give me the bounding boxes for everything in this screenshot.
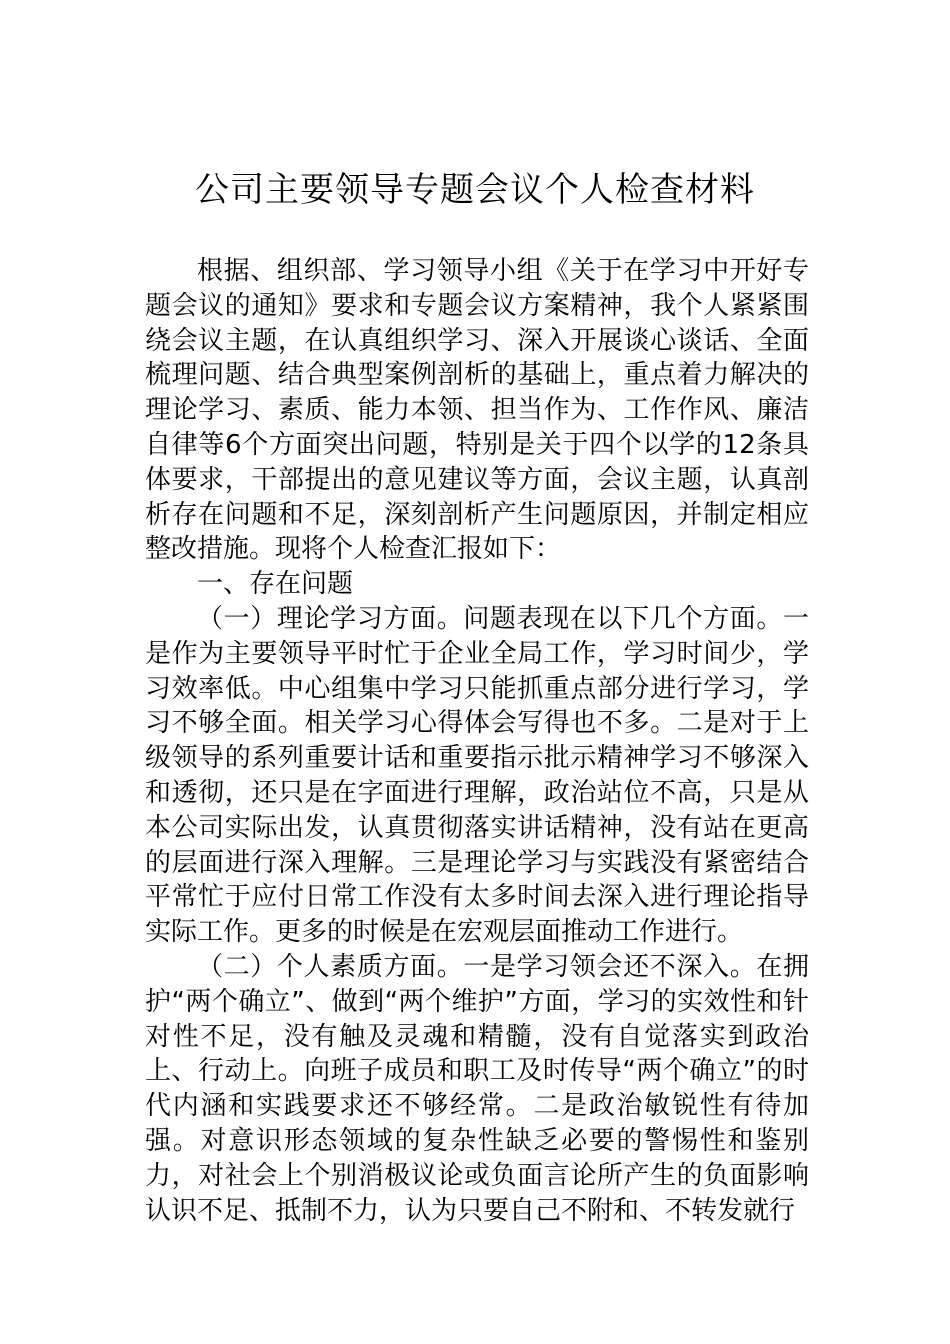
document-body xyxy=(145,254,809,1228)
theory-study-paragraph: （一）理论学习方面。问题表现在以下几个方面。一是作为主要领导平时忙于企业全局工作，学习时间少，学习效率低。中心组集中学习只能抓重点部分进行学习，学习不够全面。相关学习心得体会写得也不多。二是对于上级领导的系列重要计话和重要指示批示精神学习不够深入和透彻，还只是在字面进行理解，政治站位不高，只是从本公司实际出发，认真贯彻落实讲话精神，没有站在更高的层面进行深入理解。三是理论学习与实践没有紧密结合平常忙于应付日常工作没有太多时间去深入进行理论指导实际工作。更多的时候是在宏观层面推动工作进行。 xyxy=(145,603,809,948)
intro-paragraph: 根据、组织部、学习领导小组《关于在学习中开好专题会议的通知》要求和专题会议方案精神，我个人紧紧围绕会议主题，在认真组织学习、深入开展谈心谈话、全面梳理问题、结合典型案例剖析的基础上，重点着力解决的理论学习、素质、能力本领、担当作为、工作作风、廉洁自律等6个方面突出问题，特别是关于四个以学的12条具体要求，干部提出的意见建议等方面，会议主题，认真剖析存在问题和不足，深刻剖析产生问题原因，并制定相应整改措施。现将个人检查汇报如下： xyxy=(145,256,809,565)
section-heading-problems: 一、存在问题 xyxy=(197,569,354,600)
document-title: 公司主要领导专题会议个人检查材料 xyxy=(195,170,755,210)
personal-quality-paragraph: （二）个人素质方面。一是学习领会还不深入。在拥护“两个确立”、做到“两个维护”方面，学习的实效性和针对性不足，没有触及灵魂和精髓，没有自觉落实到政治上、行动上。向班子成员和职工及时传导“两个确立”的时代内涵和实践要求还不够经常。二是政治敏锐性有待加强。对意识形态领域的复杂性缺乏必要的警惕性和鉴别力，对社会上个别消极议论或负面言论所产生的负面影响认识不足、抵制不力，认为只要自己不附和、不转发就行 xyxy=(145,951,809,1226)
